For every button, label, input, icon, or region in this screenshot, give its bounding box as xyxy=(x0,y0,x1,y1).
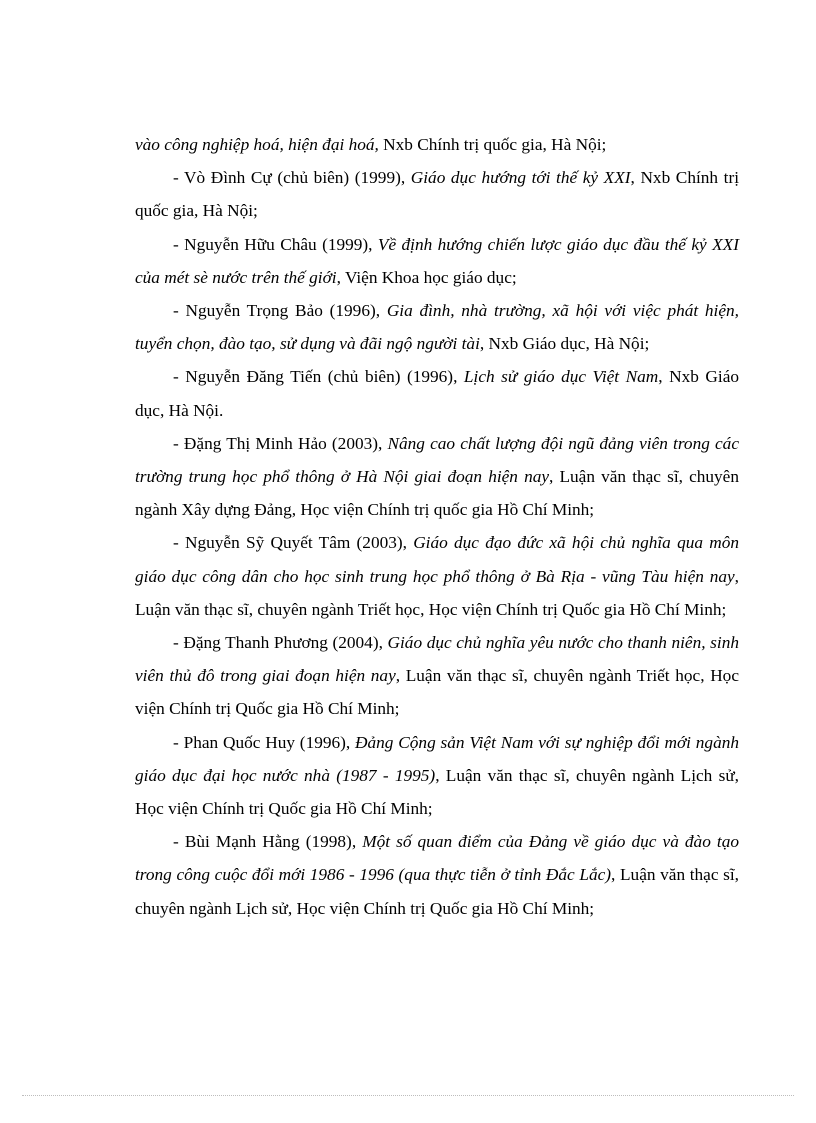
reference-title: Một số quan điểm của Đảng về giáo dục và đào tạo trong công cuộc đổi mới 1986 - 1996 (qua thực tiễn ở tỉnh Đắc Lắc) xyxy=(135,832,739,885)
reference-author: - Đặng Thị Minh Hảo (2003), xyxy=(173,433,388,453)
reference-publisher: , Nxb Chính trị quốc gia, Hà Nội; xyxy=(135,168,740,221)
reference-author: - Nguyễn Hữu Châu (1999), xyxy=(173,234,378,254)
reference-item xyxy=(135,360,739,426)
reference-title: Giáo dục đạo đức xã hội chủ nghĩa qua môn giáo dục công dân cho học sinh trung học phổ thông ở Bà Rịa - vũng Tàu hiện nay xyxy=(135,533,740,586)
reference-publisher: , Luận văn thạc sĩ, chuyên ngành Triết học, Học viện Chính trị Quốc gia Hồ Chí Minh; xyxy=(135,566,739,619)
reference-publisher: , Nxb Giáo dục, Hà Nội. xyxy=(135,367,739,420)
reference-item xyxy=(135,294,739,360)
reference-item xyxy=(135,825,739,925)
reference-author: - Nguyễn Đăng Tiến (chủ biên) (1996), xyxy=(173,367,464,387)
reference-title: Giáo dục hướng tới thế kỷ XXI xyxy=(410,168,631,188)
reference-title: Gia đình, nhà trường, xã hội với việc phát hiện, tuyển chọn, đào tạo, sử dụng và đãi ngộ người tài xyxy=(135,301,739,354)
reference-item xyxy=(135,427,739,527)
reference-item xyxy=(135,726,739,826)
reference-publisher: , Luận văn thạc sĩ, chuyên ngành Lịch sử, Học viện Chính trị Quốc gia Hồ Chí Minh; xyxy=(135,865,739,918)
reference-publisher: , Luận văn thạc sĩ, chuyên ngành Triết học, Học viện Chính trị Quốc gia Hồ Chí Minh; xyxy=(135,666,739,719)
reference-title: Nâng cao chất lượng đội ngũ đảng viên trong các trường trung học phổ thông ở Hà Nội giai đoạn hiện nay xyxy=(135,433,739,487)
page-bottom-divider xyxy=(22,1095,794,1096)
reference-title: Đảng Cộng sản Việt Nam với sự nghiệp đổi mới ngành giáo dục đại học nước nhà (1987 - 1995) xyxy=(135,732,739,785)
reference-publisher: Nxb Chính trị quốc gia, Hà Nội; xyxy=(378,135,607,154)
reference-publisher: , Luận văn thạc sĩ, chuyên ngành Lịch sử, Học viện Chính trị Quốc gia Hồ Chí Minh; xyxy=(135,765,740,819)
reference-author: - Đặng Thanh Phương (2004), xyxy=(173,633,388,653)
reference-author: - Nguyễn Trọng Bảo (1996), xyxy=(173,301,387,321)
reference-list xyxy=(135,128,739,925)
reference-title: Lịch sử giáo dục Việt Nam xyxy=(463,367,659,387)
reference-author: - Bùi Mạnh Hằng (1998), xyxy=(173,832,363,852)
reference-item-continued xyxy=(135,128,739,161)
reference-title: Về định hướng chiến lược giáo dục đầu thế kỷ XXI của mét sè nước trên thế giới xyxy=(135,234,739,287)
reference-title: vào công nghiệp hoá, hiện đại hoá, xyxy=(135,135,379,154)
reference-publisher: , Luận văn thạc sĩ, chuyên ngành Xây dựng Đảng, Học viện Chính trị quốc gia Hồ Chí Minh; xyxy=(135,467,739,520)
reference-item xyxy=(135,228,739,294)
reference-title: Giáo dục chủ nghĩa yêu nước cho thanh niên, sinh viên thủ đô trong giai đoạn hiện nay xyxy=(135,633,739,686)
reference-author: - Nguyễn Sỹ Quyết Tâm (2003), xyxy=(173,533,414,553)
reference-publisher: , Nxb Giáo dục, Hà Nội; xyxy=(479,334,650,354)
reference-author: - Vò Đình Cự (chủ biên) (1999), xyxy=(173,168,411,188)
reference-item xyxy=(135,626,739,726)
reference-author: - Phan Quốc Huy (1996), xyxy=(173,732,356,752)
reference-publisher: , Viện Khoa học giáo dục; xyxy=(336,267,517,287)
reference-item xyxy=(135,161,739,227)
reference-item xyxy=(135,526,739,626)
